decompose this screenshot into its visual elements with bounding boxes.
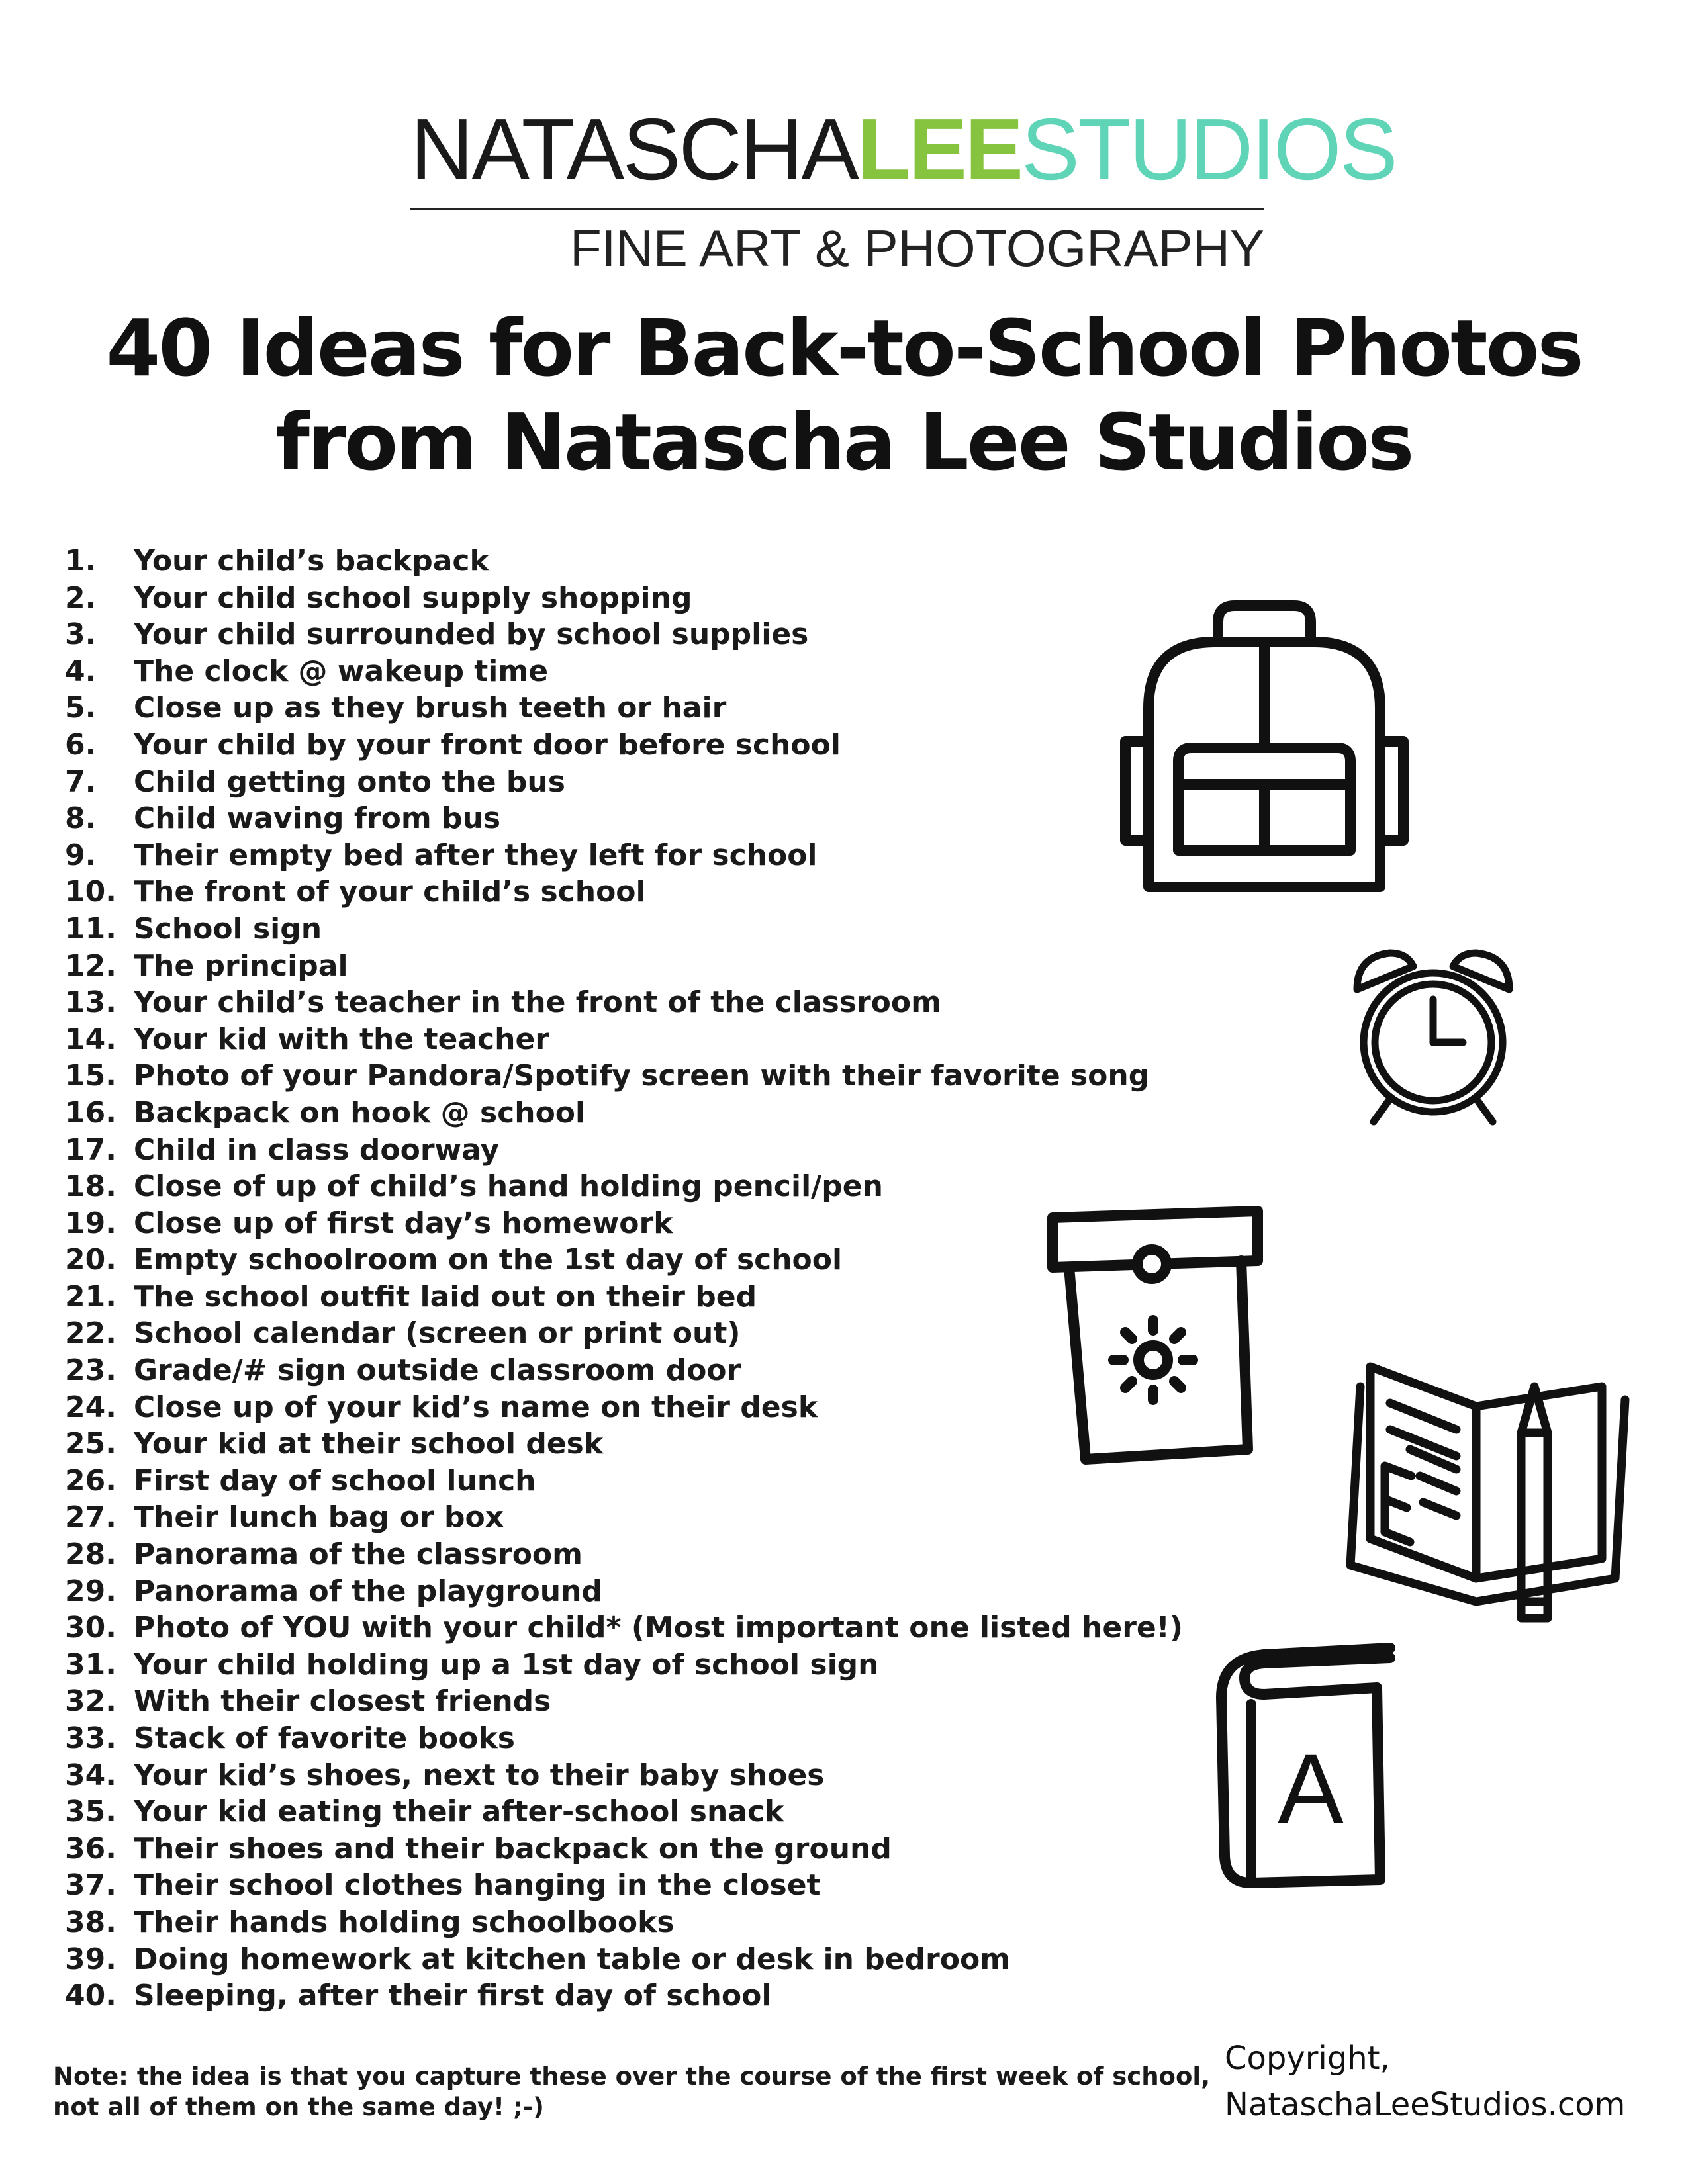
list-item xyxy=(65,690,1183,727)
list-item-number: 1. xyxy=(65,544,97,578)
list-item xyxy=(65,1279,1183,1316)
list-item-text: Sleeping, after their first day of school xyxy=(134,1979,772,2013)
list-item-number: 8. xyxy=(65,801,97,836)
list-item-text: Your child’s backpack xyxy=(134,544,489,578)
logo-divider xyxy=(410,208,1264,210)
list-item-number: 19. xyxy=(65,1206,117,1240)
list-item-text: Close up as they brush teeth or hair xyxy=(134,691,727,725)
list-item xyxy=(65,837,1183,874)
list-item-text: Their hands holding schoolbooks xyxy=(134,1905,675,1939)
list-item-text: Your kid’s shoes, next to their baby shoes xyxy=(134,1758,825,1792)
list-item xyxy=(65,616,1183,653)
list-item xyxy=(65,1499,1183,1536)
list-item xyxy=(65,1831,1183,1868)
copyright-line-1: Copyright, xyxy=(1225,2040,1390,2077)
list-item-number: 17. xyxy=(65,1132,117,1167)
list-item-text: The principal xyxy=(134,948,348,983)
list-item-number: 27. xyxy=(65,1500,117,1535)
list-item xyxy=(65,1794,1183,1831)
list-item-number: 22. xyxy=(65,1316,117,1351)
logo-part-natascha: NATASCHA xyxy=(410,101,858,198)
list-item-text: Photo of your Pandora/Spotify screen with their favorite song xyxy=(134,1059,1150,1093)
list-item-text: Child getting onto the bus xyxy=(134,764,565,799)
list-item-number: 28. xyxy=(65,1537,117,1572)
list-item-number: 25. xyxy=(65,1427,117,1461)
list-item-number: 36. xyxy=(65,1831,117,1866)
list-item xyxy=(65,727,1183,764)
list-item-number: 9. xyxy=(65,838,97,872)
list-item xyxy=(65,1867,1183,1904)
alarm-clock-icon xyxy=(1344,943,1523,1128)
list-item xyxy=(65,1389,1183,1426)
logo-wordmark xyxy=(410,101,1396,198)
list-item-text: Your child surrounded by school supplies xyxy=(134,617,809,652)
list-item-text: Their school clothes hanging in the closet xyxy=(134,1868,821,1903)
open-book-pencil-icon xyxy=(1344,1340,1628,1618)
list-item-text: Close up of your kid’s name on their desk xyxy=(134,1390,818,1424)
list-item xyxy=(65,1242,1183,1279)
list-item-number: 37. xyxy=(65,1868,117,1903)
list-item-number: 34. xyxy=(65,1758,117,1792)
copyright xyxy=(1225,2035,1625,2128)
list-item-number: 38. xyxy=(65,1905,117,1939)
list-item xyxy=(65,1315,1183,1352)
list-item xyxy=(65,948,1183,985)
list-item-number: 31. xyxy=(65,1647,117,1682)
list-item-text: School calendar (screen or print out) xyxy=(134,1316,741,1351)
footer-note-line-1: Note: the idea is that you capture these over the course of the first week of school, xyxy=(53,2062,1211,2091)
list-item-number: 33. xyxy=(65,1721,117,1755)
list-item-text: Empty schoolroom on the 1st day of school xyxy=(134,1243,843,1277)
backpack-icon xyxy=(1119,596,1410,900)
list-item-text: First day of school lunch xyxy=(134,1463,536,1498)
list-item xyxy=(65,1978,1183,2015)
list-item-text: Your child school supply shopping xyxy=(134,580,692,615)
logo-part-studios: STUDIOS xyxy=(1021,101,1396,198)
list-item-text: The school outfit laid out on their bed xyxy=(134,1279,757,1314)
list-item xyxy=(65,911,1183,948)
list-item-text: Close up of first day’s homework xyxy=(134,1206,673,1240)
list-item xyxy=(65,1610,1183,1647)
list-item xyxy=(65,1205,1183,1242)
list-item-number: 30. xyxy=(65,1611,117,1645)
list-item-text: With their closest friends xyxy=(134,1684,551,1719)
list-item-text: Your child by your front door before school xyxy=(134,727,841,762)
list-item xyxy=(65,1463,1183,1500)
list-item xyxy=(65,1352,1183,1389)
list-item xyxy=(65,543,1183,580)
list-item-number: 40. xyxy=(65,1979,117,2013)
list-item xyxy=(65,1168,1183,1205)
list-item-number: 29. xyxy=(65,1574,117,1608)
list-item-number: 24. xyxy=(65,1390,117,1424)
logo xyxy=(410,101,1396,279)
list-item-text: Your kid with the teacher xyxy=(134,1022,549,1056)
list-item-number: 32. xyxy=(65,1684,117,1719)
list-item-text: Panorama of the playground xyxy=(134,1574,602,1608)
list-item-number: 21. xyxy=(65,1279,117,1314)
list-item-text: Backpack on hook @ school xyxy=(134,1095,586,1130)
copyright-link[interactable]: NataschaLeeStudios.com xyxy=(1225,2086,1626,2123)
letter-book-letter: A xyxy=(1277,1733,1344,1844)
list-item xyxy=(65,1683,1183,1720)
list-item-text: Doing homework at kitchen table or desk in bedroom xyxy=(134,1942,1011,1976)
list-item xyxy=(65,764,1183,801)
list-item xyxy=(65,1941,1183,1978)
list-item-text: Their shoes and their backpack on the ground xyxy=(134,1831,892,1866)
list-item-number: 11. xyxy=(65,911,117,946)
list-item xyxy=(65,1536,1183,1573)
list-item-number: 3. xyxy=(65,617,97,652)
list-item-number: 10. xyxy=(65,875,117,909)
list-item-text: Their lunch bag or box xyxy=(134,1500,504,1535)
list-item xyxy=(65,1021,1183,1058)
list-item-text: Their empty bed after they left for school xyxy=(134,838,818,872)
list-item-number: 14. xyxy=(65,1022,117,1056)
list-item xyxy=(65,1132,1183,1169)
page-title-line-1: 40 Ideas for Back-to-School Photos xyxy=(106,302,1582,394)
list-item-number: 2. xyxy=(65,580,97,615)
list-item-text: Your kid at their school desk xyxy=(134,1427,604,1461)
list-item xyxy=(65,580,1183,617)
list-item xyxy=(65,1647,1183,1684)
list-item-number: 15. xyxy=(65,1059,117,1093)
letter-book-icon xyxy=(1211,1638,1403,1889)
list-item xyxy=(65,874,1183,911)
list-item-text: The front of your child’s school xyxy=(134,875,646,909)
logo-part-lee: LEE xyxy=(857,101,1021,198)
list-item-text: Stack of favorite books xyxy=(134,1721,515,1755)
list-item xyxy=(65,1720,1183,1757)
list-item-number: 23. xyxy=(65,1353,117,1388)
list-item-text: Your kid eating their after-school snack xyxy=(134,1795,784,1829)
list-item xyxy=(65,1426,1183,1463)
list-item-number: 18. xyxy=(65,1169,117,1204)
page-title-line-2: from Natascha Lee Studios xyxy=(275,396,1413,488)
list-item xyxy=(65,1757,1183,1794)
list-item xyxy=(65,1058,1183,1095)
list-item-text: Child in class doorway xyxy=(134,1132,500,1167)
list-item-number: 7. xyxy=(65,764,97,799)
list-item xyxy=(65,984,1183,1021)
calendar-icon xyxy=(1046,1201,1264,1466)
list-item-number: 26. xyxy=(65,1463,117,1498)
list-item-number: 4. xyxy=(65,654,97,688)
list-item-text: School sign xyxy=(134,911,322,946)
list-item-number: 20. xyxy=(65,1243,117,1277)
footer-note xyxy=(53,2062,1211,2122)
list-item xyxy=(65,653,1183,690)
list-item-number: 16. xyxy=(65,1095,117,1130)
list-item-text: Your child holding up a 1st day of school sign xyxy=(134,1647,879,1682)
list-item-text: Grade/# sign outside classroom door xyxy=(134,1353,741,1388)
list-item xyxy=(65,800,1183,837)
footer-note-line-2: not all of them on the same day! ;-) xyxy=(53,2093,544,2121)
ideas-list xyxy=(65,543,1183,2015)
list-item-text: Your child’s teacher in the front of the classroom xyxy=(134,985,941,1020)
list-item-number: 5. xyxy=(65,691,97,725)
list-item-text: Panorama of the classroom xyxy=(134,1537,583,1572)
list-item-number: 39. xyxy=(65,1942,117,1976)
list-item-number: 6. xyxy=(65,727,97,762)
list-item-text: The clock @ wakeup time xyxy=(134,654,549,688)
list-item xyxy=(65,1904,1183,1941)
logo-tagline: FINE ART & PHOTOGRAPHY xyxy=(570,219,1264,277)
list-item-text: Child waving from bus xyxy=(134,801,501,836)
list-item-number: 13. xyxy=(65,985,117,1020)
list-item-number: 35. xyxy=(65,1795,117,1829)
list-item-text: Photo of YOU with your child* (Most important one listed here!) xyxy=(134,1611,1183,1645)
page-title xyxy=(0,301,1688,489)
list-item-number: 12. xyxy=(65,948,117,983)
list-item xyxy=(65,1573,1183,1610)
list-item xyxy=(65,1095,1183,1132)
list-item-text: Close of up of child’s hand holding pencil/pen xyxy=(134,1169,883,1204)
